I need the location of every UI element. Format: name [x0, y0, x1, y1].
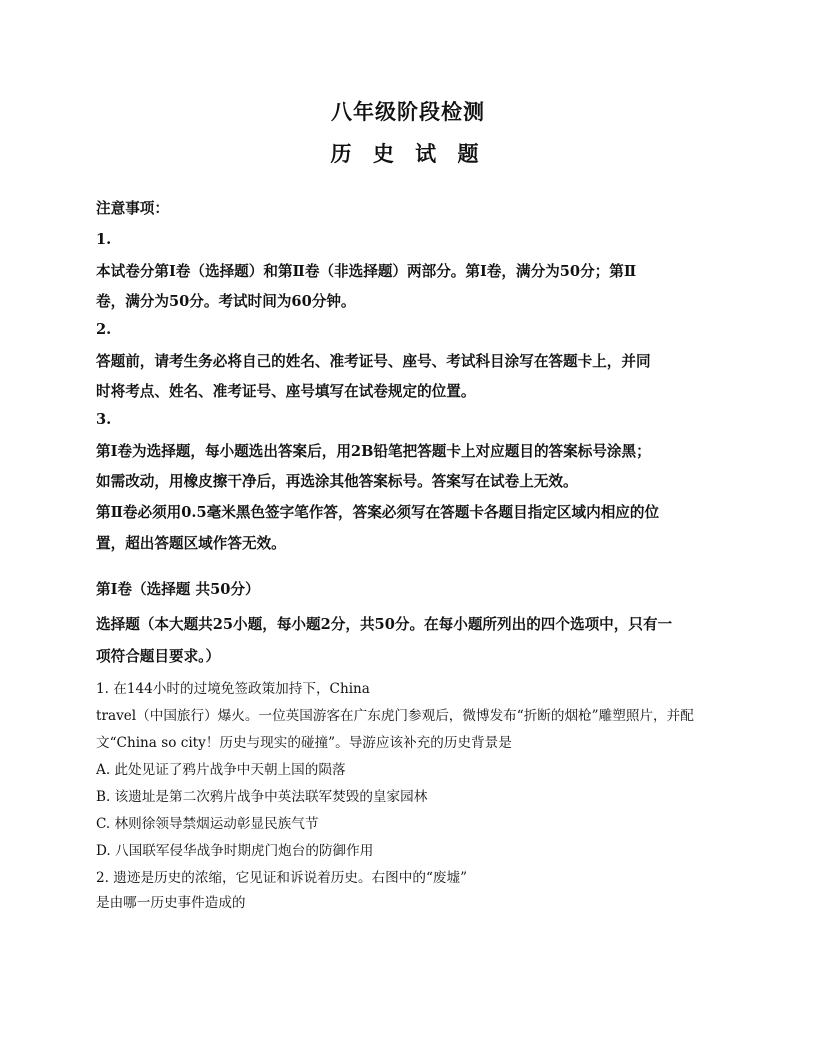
note-line: 如需改动，用橡皮擦干净后，再选涂其他答案标号。答案写在试卷上无效。 [96, 473, 578, 490]
note-line: 置，超出答题区域作答无效。 [96, 535, 286, 552]
section-instruction: 项符合题目要求。） [96, 648, 221, 665]
note-number: 3. [96, 411, 112, 428]
note-line: 答题前，请考生务必将自己的姓名、准考证号、座号、考试科目涂写在答题卡上，并同 [96, 353, 651, 370]
notes-heading: 注意事项： [96, 200, 169, 217]
exam-title: 八年级阶段检测 [331, 99, 485, 124]
question-1-stem: travel（中国旅行）爆火。一位英国游客在广东虎门参观后，微博发布“折断的烟枪”雕塑照片，并配 [96, 708, 694, 724]
question-2-stem: 2. 遗迹是历史的浓缩，它见证和诉说着历史。右图中的“废墟” [96, 870, 468, 886]
question-1-option-c: C. 林则徐领导禁烟运动彰显民族气节 [96, 816, 319, 832]
question-1-stem: 1. 在144小时的过境免签政策加持下，China [96, 681, 370, 697]
section-instruction: 选择题（本大题共25小题，每小题2分，共50分。在每小题所列出的四个选项中，只有一 [96, 616, 673, 633]
note-line: 本试卷分第Ⅰ卷（选择题）和第Ⅱ卷（非选择题）两部分。第Ⅰ卷，满分为50分；第Ⅱ [96, 263, 637, 280]
note-line: 卷，满分为50分。考试时间为60分钟。 [96, 293, 356, 310]
note-number: 1. [96, 231, 112, 248]
question-1-option-d: D. 八国联军侵华战争时期虎门炮台的防御作用 [96, 843, 374, 859]
note-number: 2. [96, 321, 112, 338]
question-1-option-b: B. 该遗址是第二次鸦片战争中英法联军焚毁的皇家园林 [96, 789, 428, 805]
note-line: 时将考点、姓名、准考证号、座号填写在试卷规定的位置。 [96, 383, 476, 400]
question-1-stem: 文“China so city！历史与现实的碰撞”。导游应该补充的历史背景是 [96, 735, 512, 751]
note-line: 第Ⅱ卷必须用0.5毫米黑色签字笔作答，答案必须写在答题卡各题目指定区域内相应的位 [96, 504, 660, 521]
question-1-option-a: A. 此处见证了鸦片战争中天朝上国的陨落 [96, 762, 346, 778]
note-line: 第Ⅰ卷为选择题，每小题选出答案后，用2B铅笔把答题卡上对应题目的答案标号涂黑； [96, 443, 651, 460]
question-2-stem: 是由哪一历史事件造成的 [96, 895, 246, 911]
exam-subtitle: 历 史 试 题 [330, 141, 486, 166]
section-heading: 第Ⅰ卷（选择题 共50分） [96, 581, 260, 598]
